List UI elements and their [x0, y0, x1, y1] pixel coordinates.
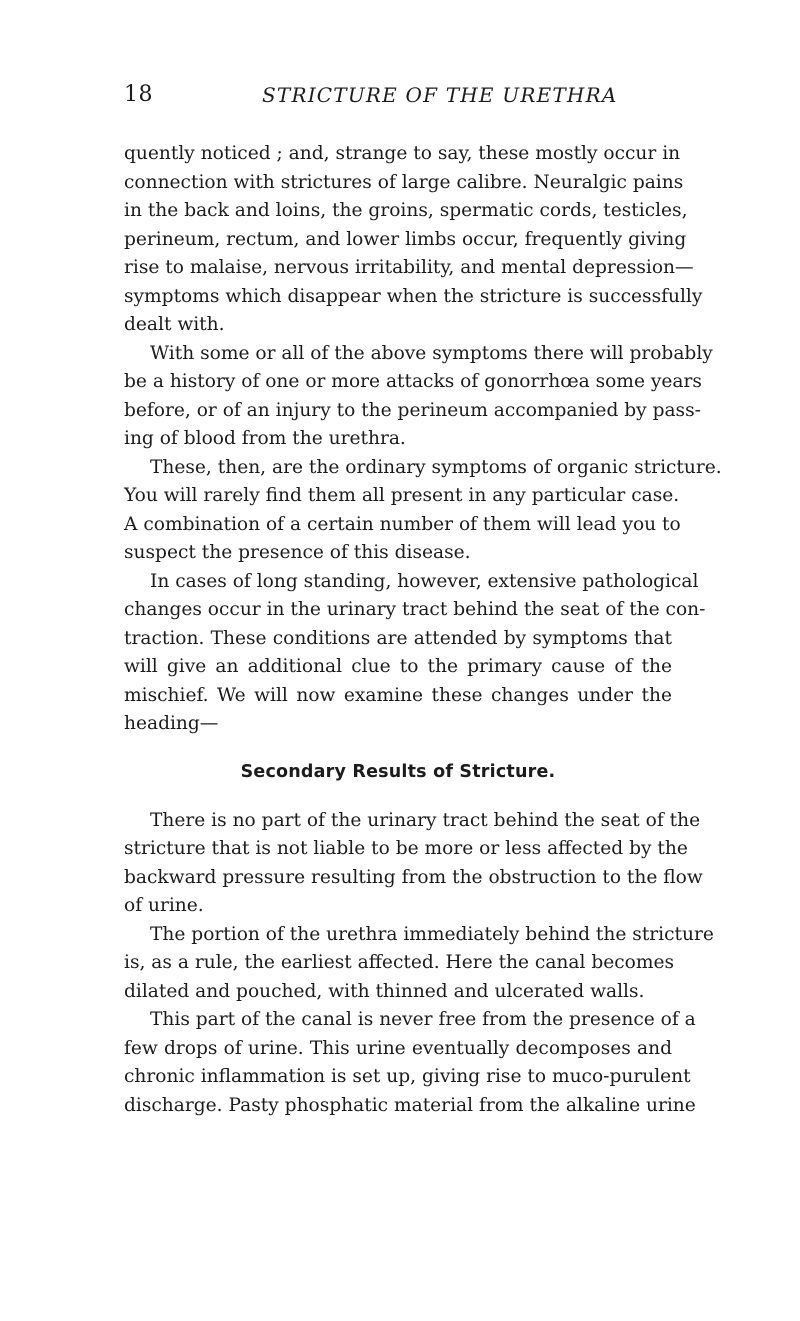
paragraph-2 — [124, 340, 713, 454]
text-line: suspect the presence of this disease. — [124, 542, 471, 563]
text-line: You will rarely find them all present in any particular case. — [124, 485, 680, 506]
text-line: dealt with. — [124, 314, 225, 335]
paragraph-7 — [124, 1006, 696, 1120]
text-line: rise to malaise, nervous irritability, and mental depression— — [124, 257, 694, 278]
paragraph-6 — [124, 921, 714, 1007]
text-line: There is no part of the urinary tract behind the seat of the — [150, 809, 701, 831]
text-line: quently noticed ; and, strange to say, these mostly occur in — [124, 143, 681, 164]
text-line: before, or of an injury to the perineum accompanied by pass- — [124, 399, 701, 421]
text-line: A combination of a certain number of them will lead you to — [124, 513, 681, 535]
text-line: changes occur in the urinary tract behind the seat of the con- — [124, 599, 706, 620]
text-line: The portion of the urethra immediately behind the stricture — [150, 923, 714, 945]
text-line: dilated and pouched, with thinned and ulcerated walls. — [124, 980, 645, 1002]
paragraph-4 — [124, 568, 706, 739]
paragraph-5 — [124, 807, 703, 921]
text-line: will give an additional clue to the primary cause of the — [124, 656, 672, 677]
text-line: connection with strictures of large calibre. Neuralgic pains — [124, 171, 684, 193]
section-heading: Secondary Results of Stricture. — [240, 761, 556, 782]
page-number: 18 — [124, 82, 153, 107]
text-line: These, then, are the ordinary symptoms of organic stricture. — [150, 456, 722, 478]
text-line: stricture that is not liable to be more or less affected by the — [124, 838, 688, 859]
text-line: perineum, rectum, and lower limbs occur, frequently giving — [124, 228, 687, 250]
text-line: ing of blood from the urethra. — [124, 428, 406, 449]
text-line: is, as a rule, the earliest affected. Here the canal becomes — [124, 952, 675, 973]
text-line: be a history of one or more attacks of gonorrhœa some years — [124, 371, 702, 392]
running-title: STRICTURE OF THE URETHRA — [262, 83, 618, 107]
text-line: With some or all of the above symptoms there will probably — [150, 342, 713, 364]
text-line: In cases of long standing, however, extensive pathological — [150, 570, 699, 592]
text-line: heading— — [124, 713, 219, 734]
text-line: in the back and loins, the groins, spermatic cords, testicles, — [124, 200, 688, 221]
text-line: traction. These conditions are attended by symptoms that — [124, 627, 672, 649]
text-line: discharge. Pasty phosphatic material from the alkaline urine — [124, 1094, 696, 1116]
paragraph-1 — [124, 140, 703, 340]
text-line: few drops of urine. This urine eventually decomposes and — [124, 1037, 672, 1059]
text-line: This part of the canal is never free from the presence of a — [150, 1009, 696, 1030]
text-line: symptoms which disappear when the stricture is successfully — [124, 285, 703, 307]
text-line: mischief. We will now examine these changes under the — [124, 684, 672, 706]
text-line: backward pressure resulting from the obstruction to the flow — [124, 866, 703, 888]
running-head — [124, 78, 672, 112]
body-text — [124, 140, 722, 1120]
text-line: chronic inflammation is set up, giving rise to muco-purulent — [124, 1066, 691, 1087]
text-line: of urine. — [124, 895, 204, 916]
paragraph-3 — [124, 454, 722, 568]
